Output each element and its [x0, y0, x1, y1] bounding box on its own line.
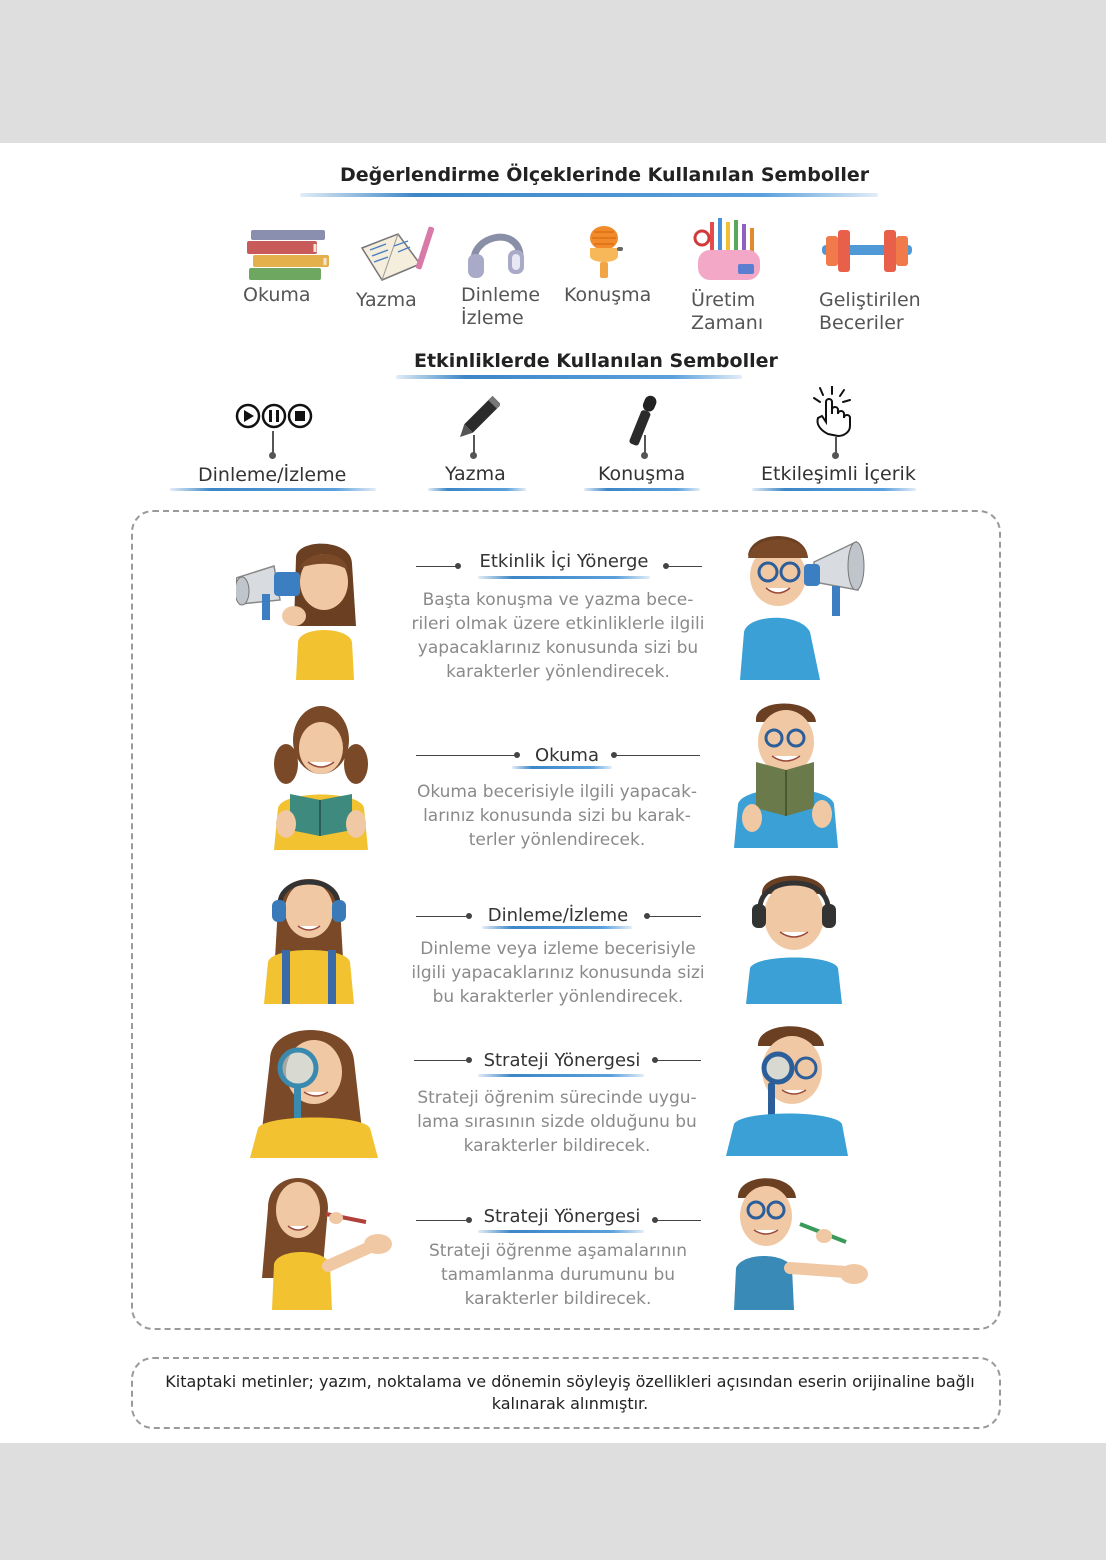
connector-dot	[832, 452, 839, 459]
dumbbell-icon	[818, 228, 916, 276]
title-line	[416, 1220, 468, 1221]
microphone-icon	[584, 224, 626, 282]
girl-megaphone-character	[236, 538, 366, 680]
title-line	[414, 1060, 468, 1061]
notebook-pen-icon	[358, 220, 438, 286]
title-underline	[478, 1074, 644, 1077]
title-underline	[478, 576, 650, 579]
label-underline	[428, 488, 526, 491]
scale-label-beceriler: Geliştirilen Beceriler	[819, 289, 921, 334]
label-underline	[752, 488, 916, 491]
connector-dot	[269, 452, 276, 459]
title-dot	[514, 752, 520, 758]
label-underline	[170, 488, 376, 491]
tap-hand-icon	[808, 386, 856, 438]
row-title-etkinlik: Etkinlik İçi Yönerge	[479, 551, 649, 572]
books-icon	[245, 226, 329, 282]
footer-note: Kitaptaki metinler; yazım, noktalama ve dönemin söyleyiş özellikleri açısından eserin orijinaline bağlı kalınarak alınmıştır.	[165, 1372, 975, 1413]
scale-label-yazma: Yazma	[356, 289, 417, 311]
row-desc-dinleme: Dinleme veya izleme becerisiyle ilgili yapacaklarınız konusunda sizi bu karakterler yönlendirecek.	[411, 939, 705, 1007]
title-line	[416, 566, 458, 567]
media-controls-icon	[235, 403, 313, 429]
title-dot	[466, 1057, 472, 1063]
boy-reading-character	[732, 698, 840, 848]
scales-heading: Değerlendirme Ölçeklerinde Kullanılan Semboller	[340, 164, 870, 186]
title-line	[655, 1060, 701, 1061]
title-line	[666, 566, 702, 567]
boy-headphones-character	[744, 866, 844, 1004]
microphone-icon	[626, 392, 658, 448]
activity-label-etkilesimli: Etkileşimli İçerik	[761, 463, 916, 485]
pencil-icon	[454, 396, 500, 444]
scale-label-okuma: Okuma	[243, 284, 311, 306]
scale-label-dinleme: Dinleme İzleme	[461, 284, 541, 329]
row-desc-etkinlik: Başta konuşma ve yazma bece-rileri olmak üzere etkinliklerle ilgili yapacaklarınız konusunda sizi bu karakterler yönlendirecek.	[411, 590, 705, 682]
scale-label-uretim: Üretim Zamanı	[691, 289, 764, 334]
title-dot	[455, 563, 461, 569]
label-underline	[584, 488, 700, 491]
heading-underline	[300, 193, 878, 197]
activity-label-dinleme: Dinleme/İzleme	[198, 464, 347, 486]
headphones-icon	[466, 224, 528, 282]
girl-headphones-character	[264, 866, 354, 1004]
boy-megaphone-character	[740, 528, 866, 680]
girl-magnifier-character	[250, 1020, 380, 1158]
title-line	[647, 916, 701, 917]
row-title-dinleme: Dinleme/İzleme	[487, 905, 629, 926]
connector-dot	[641, 452, 648, 459]
row-title-strateji-2: Strateji Yönergesi	[483, 1206, 641, 1227]
title-line	[416, 916, 468, 917]
title-line	[416, 755, 516, 756]
title-underline	[482, 926, 632, 929]
scale-label-konusma: Konuşma	[564, 284, 652, 306]
row-title-okuma: Okuma	[534, 745, 599, 766]
title-dot	[466, 1217, 472, 1223]
title-line	[655, 1220, 701, 1221]
row-title-strateji-1: Strateji Yönergesi	[483, 1050, 641, 1071]
title-dot	[466, 913, 472, 919]
activity-label-konusma: Konuşma	[598, 463, 686, 485]
row-desc-strateji-2: Strateji öğrenme aşamalarının tamamlanma durumunu bu karakterler bildirecek.	[428, 1241, 688, 1309]
pencil-case-icon	[690, 218, 764, 282]
boy-magnifier-character	[726, 1020, 850, 1156]
connector-dot	[470, 452, 477, 459]
boy-pencil-character	[730, 1172, 870, 1310]
girl-reading-character	[268, 700, 374, 850]
row-desc-okuma: Okuma becerisiyle ilgili yapacak-larınız konusunda sizi bu karak-terler yönlendirecek.	[416, 782, 698, 850]
row-desc-strateji-1: Strateji öğrenim sürecinde uygu-lama sırasının sizde olduğunu bu karakterler bildirecek.	[417, 1088, 697, 1156]
girl-pencil-character	[258, 1168, 398, 1310]
bottom-gray-band	[0, 1443, 1106, 1560]
activities-heading: Etkinliklerde Kullanılan Semboller	[414, 350, 778, 372]
title-line	[614, 755, 700, 756]
heading-underline	[396, 375, 742, 379]
title-underline	[512, 766, 612, 769]
title-underline	[478, 1230, 644, 1233]
top-gray-band	[0, 0, 1106, 143]
activity-label-yazma: Yazma	[445, 463, 506, 485]
